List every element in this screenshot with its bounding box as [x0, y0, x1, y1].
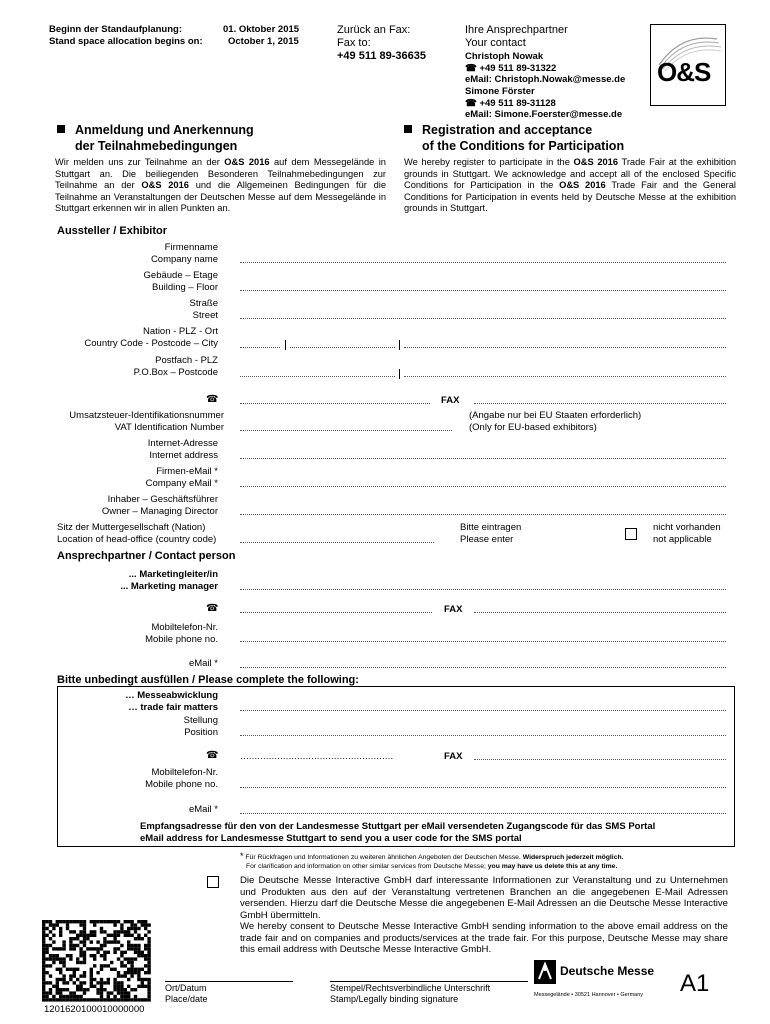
phone-field[interactable] — [240, 403, 430, 404]
company-name-field[interactable] — [240, 262, 726, 263]
vat-note: (Angabe nur bei EU Staaten erforderlich) (Only for EU-based exhibitors) — [469, 410, 642, 433]
contact-en: Your contact — [465, 37, 526, 49]
phone-icon: ☎ — [206, 394, 219, 405]
street-label: Straße Street — [189, 298, 218, 321]
contact1-name: Christoph Nowak — [465, 51, 544, 62]
logo-text: O&S — [657, 57, 711, 87]
registration-title-en: Registration and acceptance of the Conditions for Participation — [404, 122, 624, 154]
pobox-postcode-field[interactable] — [404, 376, 726, 377]
fax-back-de: Zurück an Fax: — [337, 24, 411, 36]
parent-company-label: Sitz der Muttergesellschaft (Nation) Location of head-office (country code) — [57, 522, 217, 545]
internet-label: Internet-Adresse Internet address — [147, 438, 218, 461]
place-date-line — [165, 981, 293, 982]
country-code-field[interactable] — [240, 347, 280, 348]
consent-checkbox[interactable] — [207, 876, 219, 888]
complete-mobile-label: Mobiltelefon-Nr. Mobile phone no. — [145, 767, 218, 790]
contact-phone-field[interactable] — [240, 612, 432, 613]
contact2-phone: ☎ +49 511 89-31128 — [465, 97, 556, 109]
company-name-label: Firmenname Company name — [150, 242, 218, 265]
parent-company-field[interactable] — [240, 542, 434, 543]
position-field[interactable] — [240, 735, 726, 736]
brand-address: Messegelände • 30521 Hannover • Germany — [534, 992, 644, 998]
contact-email-field[interactable] — [240, 667, 726, 668]
street-field[interactable] — [240, 318, 726, 319]
consent-text: Die Deutsche Messe Interactive GmbH darf interessante Informationen zur Veranstaltung und zu Unternehmen und Produkten aus den auf der Veranstaltung vertretenen Branchen an die angegebenen E-Mail Adressen versenden. Hierzu darf die Deutsche Messe die angegebenen E-Mail Adressen an die Deutsche Messe Interactive GmbH übermitteln. We hereby consent to Deutsche Messe Interactive GmbH sending information to the above email address on the trade fair and on companies and products/services at the trade fair. For this purpose, Deutsche Messe may share this email address with Deutsche Messe Interactive GmbH. — [240, 875, 728, 955]
planning-start-en: Stand space allocation begins on: — [49, 36, 203, 47]
exhibitor-section-title: Aussteller / Exhibitor — [57, 225, 168, 237]
place-date-label: Ort/Datum Place/date — [165, 983, 208, 1004]
registration-title-de: Anmeldung und Anerkennung der Teilnahmebedingungen — [57, 122, 254, 154]
building-field[interactable] — [240, 290, 726, 291]
contact-phone-icon: ☎ — [206, 603, 219, 614]
contact2-name: Simone Förster — [465, 86, 535, 97]
complete-phone-icon: ☎ — [206, 750, 219, 761]
contact1-block — [465, 51, 625, 86]
company-email-label: Firmen-eMail * Company eMail * — [145, 466, 218, 489]
contact-person-section-title: Ansprechpartner / Contact person — [57, 550, 236, 562]
complete-email-field[interactable] — [240, 813, 726, 814]
nation-label: Nation - PLZ - Ort Country Code - Postcode – City — [84, 326, 218, 349]
vat-field[interactable] — [240, 430, 452, 431]
complete-fax-field[interactable] — [474, 759, 726, 760]
owner-field[interactable] — [240, 514, 726, 515]
barcode-number: 1201620100010000000 — [44, 1004, 145, 1015]
fax-field[interactable] — [474, 403, 726, 404]
contact1-email: eMail: Christoph.Nowak@messe.de — [465, 74, 626, 85]
fax-number: +49 511 89-36635 — [337, 50, 427, 62]
contact-mobile-label: Mobiltelefon-Nr. Mobile phone no. — [145, 622, 218, 645]
marketing-label: ... Marketingleiter/in ... Marketing manager — [120, 569, 218, 592]
contact-de: Ihre Ansprechpartner — [465, 24, 568, 36]
signature-line — [330, 981, 528, 982]
not-applicable-label: nicht vorhanden not applicable — [653, 522, 721, 545]
planning-start-en-date: October 1, 2015 — [228, 36, 299, 47]
registration-text-de: Wir melden uns zur Teilnahme an der O&S 2016 auf dem Messegelände in Stuttgart an. Die beiliegenden Besonderen Teilnahmebedingungen zur Teilnahme an der O&S 2016 und die Allgemeinen Bedingungen für die Teilnahme an Veranstaltungen der Deutschen Messe auf dem Messegelände in Stuttgart erkennen wir in allen Punkten an. — [55, 157, 387, 213]
footnote: * Für Rückfragen und Informationen zu weiteren ähnlichen Angeboten der Deutschen Messe. Widerspruch jederzeit möglich. For clarification and information on other similar services from Deutsche Messe; you may have us delete this at any time. — [240, 851, 624, 870]
please-enter-label: Bitte eintragen Please enter — [460, 522, 522, 545]
position-label: Stellung Position — [183, 715, 218, 738]
building-label: Gebäude – Etage Building – Floor — [143, 270, 218, 293]
os-logo — [650, 24, 726, 106]
internet-field[interactable] — [240, 458, 726, 459]
planning-start-de-date: 01. Oktober 2015 — [223, 24, 300, 35]
vat-label: Umsatzsteuer-Identifikationsnummer VAT Identification Number — [69, 410, 224, 433]
registration-text-en: We hereby register to participate in the O&S 2016 Trade Fair at the exhibition grounds in Stuttgart. We acknowledge and accept all of the enclosed Specific Conditions for Participation in the O&S 2016 Trade Fair and the General Conditions for Participation in events held by Deutsche Messe at the exhibition grounds in Stuttgart. — [404, 157, 736, 213]
brand-name: Deutsche Messe — [560, 964, 655, 978]
contact-mobile-field[interactable] — [240, 641, 726, 642]
contact1-phone: ☎ +49 511 89-31322 — [465, 62, 557, 74]
form-code: A1 — [680, 970, 710, 997]
not-applicable-checkbox[interactable] — [625, 528, 637, 540]
fax-label: FAX — [441, 395, 460, 406]
planning-start-de: Beginn der Standaufplanung: — [49, 24, 182, 35]
complete-section-title: Bitte unbedingt ausfüllen / Please complete the following: — [57, 674, 359, 686]
matrix-barcode — [42, 920, 152, 1012]
trade-fair-field[interactable] — [240, 710, 726, 711]
postcode-field[interactable] — [290, 347, 395, 348]
fax-back-en: Fax to: — [337, 37, 371, 49]
pobox-label: Postfach - PLZ P.O.Box – Postcode — [133, 355, 218, 378]
contact2-block — [465, 86, 622, 121]
complete-mobile-field[interactable] — [240, 787, 726, 788]
complete-email-label: eMail * — [188, 804, 218, 815]
pobox-field[interactable] — [240, 376, 395, 377]
deutsche-messe-logo — [534, 960, 662, 1004]
contact-fax-label: FAX — [444, 604, 463, 615]
company-email-field[interactable] — [240, 486, 726, 487]
contact2-email: eMail: Simone.Foerster@messe.de — [465, 109, 623, 120]
trade-fair-label: … Messeabwicklung … trade fair matters — [125, 690, 218, 713]
complete-fax-label: FAX — [444, 751, 463, 762]
signature-label: Stempel/Rechtsverbindliche Unterschrift Stamp/Legally binding signature — [330, 983, 491, 1004]
sms-portal-note: Empfangsadresse für den von der Landesmesse Stuttgart per eMail versendeten Zugangscode für das SMS Portal eMail address for Landesmesse Stuttgart to send you a user code for the SMS portal — [140, 821, 656, 844]
complete-phone-field[interactable]: ……………………………………………… — [240, 751, 393, 761]
city-field[interactable] — [404, 347, 726, 348]
owner-label: Inhaber – Geschäftsführer Owner – Managing Director — [101, 494, 218, 517]
contact-fax-field[interactable] — [474, 612, 726, 613]
marketing-field[interactable] — [240, 589, 726, 590]
contact-email-label: eMail * — [188, 658, 218, 669]
deutsche-messe-emblem-icon — [534, 960, 556, 984]
